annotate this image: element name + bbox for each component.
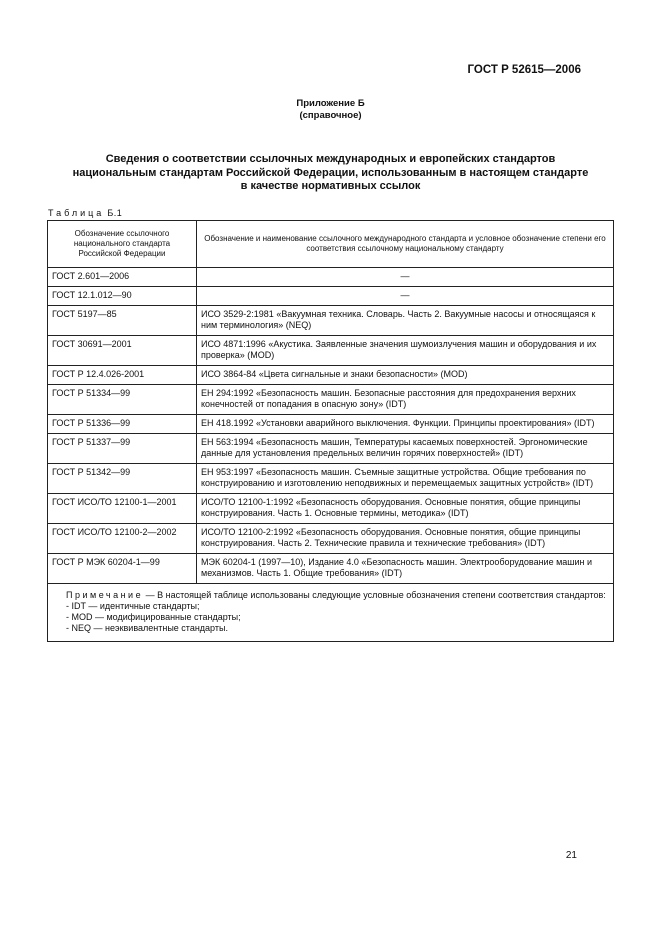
international-standard-cell: ИСО/ТО 12100-1:1992 «Безопасность оборудования. Основные понятия, общие принципы конструирования. Часть 1. Основные термины, методика» (IDT) (197, 494, 614, 524)
table-row (48, 336, 614, 366)
international-standard-cell: ЕН 953:1997 «Безопасность машин. Съемные защитные устройства. Общие требования по конструированию и изготовлению неподвижных и перемещаемых защитных устройств» (IDT) (197, 464, 614, 494)
note-item-neq: - NEQ — неэквивалентные стандарты. (66, 623, 228, 633)
international-standard-cell: ЕН 418.1992 «Установки аварийного выключения. Функции. Принципы проектирования» (IDT) (197, 415, 614, 434)
national-standard-cell: ГОСТ 2.601—2006 (48, 268, 197, 287)
national-standard-cell: ГОСТ 30691—2001 (48, 336, 197, 366)
table-row (48, 434, 614, 464)
table-row (48, 268, 614, 287)
header-international-standard: Обозначение и наименование ссылочного международного стандарта и условное обозначение степени его соответствия ссылочному национальному стандарту (197, 221, 614, 268)
note-label: Примечание (66, 590, 144, 600)
header-national-standard: Обозначение ссылочного национального стандарта Российской Федерации (48, 221, 197, 268)
section-title (60, 153, 601, 194)
international-standard-cell: — (197, 287, 614, 306)
appendix-title: Приложение Б (296, 98, 365, 109)
international-standard-cell: МЭК 60204-1 (1997—10), Издание 4.0 «Безопасность машин. Электрооборудование машин и механизмов. Часть 1. Общие требования» (IDT) (197, 554, 614, 584)
national-standard-cell: ГОСТ Р 51334—99 (48, 385, 197, 415)
table-row (48, 306, 614, 336)
appendix-heading (0, 98, 661, 122)
title-line-3: в качестве нормативных ссылок (240, 180, 421, 192)
table-row (48, 366, 614, 385)
table-row (48, 385, 614, 415)
table-row (48, 464, 614, 494)
national-standard-cell: ГОСТ 5197—85 (48, 306, 197, 336)
table-caption-number: Б.1 (107, 208, 123, 218)
title-line-1: Сведения о соответствии ссылочных международных и европейских стандартов (105, 153, 556, 165)
table-header-row (48, 221, 614, 268)
note-text: — В настоящей таблице использованы следующие условные обозначения степени соответствия стандартов: (143, 590, 606, 600)
table-row (48, 494, 614, 524)
national-standard-cell: ГОСТ Р МЭК 60204-1—99 (48, 554, 197, 584)
document-code: ГОСТ Р 52615—2006 (467, 64, 581, 76)
national-standard-cell: ГОСТ Р 12.4.026-2001 (48, 366, 197, 385)
table-row (48, 415, 614, 434)
international-standard-cell: ИСО 4871:1996 «Акустика. Заявленные значения шумоизлучения машин и оборудования и их проверка» (MOD) (197, 336, 614, 366)
national-standard-cell: ГОСТ 12.1.012—90 (48, 287, 197, 306)
table-note (48, 584, 614, 642)
note-item-mod: - MOD — модифицированные стандарты; (66, 612, 241, 622)
international-standard-cell: ЕН 294:1992 «Безопасность машин. Безопасные расстояния для предохранения верхних конечностей от попадания в опасную зону» (IDT) (197, 385, 614, 415)
national-standard-cell: ГОСТ Р 51336—99 (48, 415, 197, 434)
table-caption-label: Таблица (48, 208, 105, 218)
international-standard-cell: ИСО/ТО 12100-2:1992 «Безопасность оборудования. Основные понятия, общие принципы конструирования. Часть 2. Технические правила и технические требования» (IDT) (197, 524, 614, 554)
national-standard-cell: ГОСТ ИСО/ТО 12100-1—2001 (48, 494, 197, 524)
table-row (48, 554, 614, 584)
table-row (48, 524, 614, 554)
international-standard-cell: ЕН 563:1994 «Безопасность машин, Температуры касаемых поверхностей. Эргономические данные для установления предельных величин горячих поверхностей» (IDT) (197, 434, 614, 464)
references-table (47, 220, 614, 642)
national-standard-cell: ГОСТ Р 51342—99 (48, 464, 197, 494)
international-standard-cell: ИСО 3864-84 «Цвета сигнальные и знаки безопасности» (MOD) (197, 366, 614, 385)
page-number: 21 (565, 850, 577, 861)
international-standard-cell: ИСО 3529-2:1981 «Вакуумная техника. Словарь. Часть 2. Вакуумные насосы и относящаяся к ним терминология» (NEQ) (197, 306, 614, 336)
appendix-subtitle: (справочное) (299, 110, 362, 121)
national-standard-cell: ГОСТ Р 51337—99 (48, 434, 197, 464)
table-row (48, 287, 614, 306)
international-standard-cell: — (197, 268, 614, 287)
title-line-2: национальным стандартам Российской Федерации, использованным в настоящем стандарте (72, 166, 589, 179)
table-note-row (48, 584, 614, 642)
note-item-idt: - IDT — идентичные стандарты; (66, 601, 200, 611)
table-caption (48, 208, 122, 218)
national-standard-cell: ГОСТ ИСО/ТО 12100-2—2002 (48, 524, 197, 554)
